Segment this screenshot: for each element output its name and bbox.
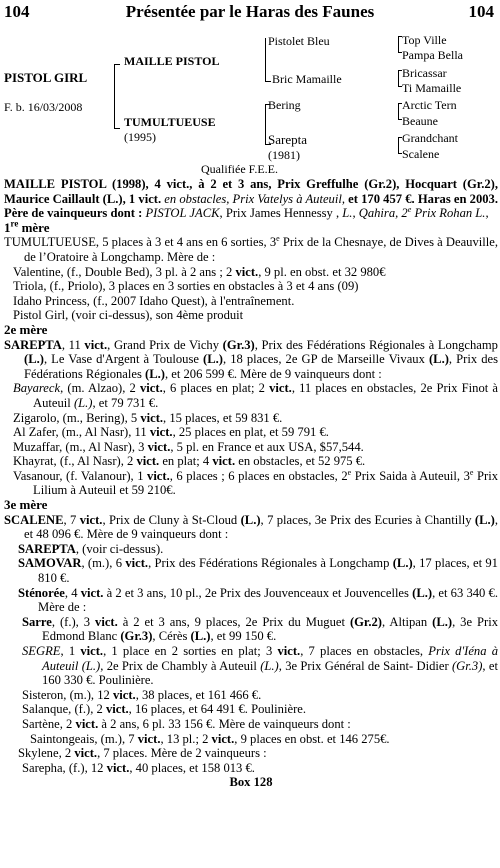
horse-name: PISTOL GIRL [4,70,88,85]
sss: Top Ville [402,33,447,47]
list-item: Al Zafer, (m., Al Nasr), 11 vict., 25 places en plat, et 59 791 €. [13,425,329,440]
bracket-line [398,70,399,87]
list-item: Muzaffar, (m., Al Nasr), 3 vict., 5 pl. en France et aux USA, $57,544. [13,439,364,454]
list-item: Triola, (f., Priolo), 3 places en 3 sorties en obstacles à 3 et 4 ans (09) [13,279,359,294]
list-item: Valentine, (f., Double Bed), 3 pl. à 2 ans ; 2 vict., 9 pl. en obst. et 32 980€ [13,264,386,279]
dsd: Beaune [402,114,438,128]
section-1-heading: 1re mère [4,218,50,235]
list-item: Sartène, 2 vict. à 2 ans, 6 pl. 33 156 €. Mère de vainqueurs dont : [22,716,351,731]
list-item: SAMOVAR, (m.), 6 vict., Prix des Fédérations Régionales à Longchamp (L.), 17 places, et 91 810 €. [18,556,498,586]
page-header [0,2,500,24]
box-number: Box 128 [229,775,273,790]
list-item: Sarre, (f.), 3 vict. à 2 et 3 ans, 9 places, 2e Prix du Muguet (Gr.2), Altipan (L.), 3e Prix Edmond Blanc (Gr.3), Cérès (L.), et 99 150 €. [22,614,499,644]
list-item: Saintongeais, (m.), 7 vict., 13 pl.; 2 vict., 9 places en obst. et 146 275€. [30,731,390,746]
section-2-heading: 2e mère [4,321,48,337]
dss: Arctic Tern [402,98,457,112]
bracket-line [398,137,399,154]
list-item: SEGRE, 1 vict., 1 place en 2 sorties en plat; 3 vict., 7 places en obstacles, Prix d'Iéna à Auteuil (L.), 2e Prix de Chambly à Auteuil (L.), 3e Prix Général de Saint- Didier (Gr.3), et 160 330 €. Poulinière. [22,644,498,688]
page-number-right: 104 [468,2,494,21]
list-item: Sténorée, 4 vict. à 2 et 3 ans, 10 pl., 2e Prix des Jouvenceaux et Jouvencelles (L.), et 63 340 €. Mère de : [18,585,498,615]
dam-dam-year: (1981) [268,148,300,162]
list-item: Sisteron, (m.), 12 vict., 38 places, et 161 466 €. [22,687,262,702]
list-item: Salanque, (f.), 2 vict., 16 places, et 64 491 €. Poulinière. [22,702,306,717]
dam-sire: Bering [268,98,301,112]
list-item: Idaho Princess, (f., 2007 Idaho Quest), à l'entraînement. [13,293,295,308]
sire-sire: Pistolet Bleu [268,34,330,48]
dam-year: (1995) [124,130,156,144]
list-item: Pistol Girl, (voir ci-dessus), son 4ème produit [13,308,244,323]
qualification: Qualifiée F.E.E. [201,162,279,176]
list-item: Sarepha, (f.), 12 vict., 40 places, et 158 013 €. [22,760,255,775]
list-item: SAREPTA, (voir ci-dessus). [18,541,164,556]
list-item: Bayareck, (m. Alzao), 2 vict., 6 places en plat; 2 vict., 11 places en obstacles, 2e Prix Finot à Auteuil (L.), et 79 731 €. [13,381,498,410]
bracket-line [265,104,266,145]
third-dam-para: SCALENE, 7 vict., Prix de Cluny à St-Cloud (L.), 7 places, 3e Prix des Ecuries à Chantilly (L.), et 48 096 €. Mère de 9 vainqueurs dont : [4,512,498,542]
ssd: Pampa Bella [402,48,463,62]
horse-info: F. b. 16/03/2008 [4,100,83,114]
page-title: Présentée par le Haras des Faunes [125,2,375,21]
sire-paragraph: MAILLE PISTOL (1998), 4 vict., à 2 et 3 ans, Prix Greffulhe (Gr.2), Hocquart (Gr.2), Maurice Caillault (L.), 1 vict. en obstacles, Prix Vatelys à Auteuil, et 170 457 €. Haras en 2003. Père de vainqueurs dont : PISTOL JACK, Prix James Hennessy , L., Qahira, 2e Prix Rohan L., [4,177,499,221]
bracket-line [265,81,271,82]
grand-dam-para: SAREPTA, 11 vict., Grand Prix de Vichy (Gr.3), Prix des Fédérations Régionales à Longchamp (L.), Le Vase d'Argent à Toulouse (L.), 18 places, 2e GP de Marseille Vivaux (L.), Prix des Fédérations Régionales (L.), et 206 599 €. Mère de 9 vainqueurs dont : [4,337,498,381]
list-item: Khayrat, (f., Al Nasr), 2 vict. en plat; 4 vict. en obstacles, et 52 975 €. [13,454,366,469]
dam-name: TUMULTUEUSE [124,115,216,129]
catalog-body [4,177,498,790]
page-number-left: 104 [4,2,30,21]
list-item: Vasanour, (f. Valanour), 1 vict., 6 places ; 6 places en obstacles, 2e Prix Saida à Auteuil, 3e Prix Lilium à Auteuil et 59 210€. [13,467,498,498]
sire-name: MAILLE PISTOL [124,54,220,68]
sds: Bricassar [402,66,447,80]
bracket-line [265,38,266,82]
sire-dam: Bric Mamaille [272,72,342,86]
bracket-line [398,36,399,53]
list-item: Zigarolo, (m., Bering), 5 vict., 15 places, et 59 831 €. [13,410,283,425]
dam-intro: TUMULTUEUSE, 5 places à 3 et 4 ans en 6 sorties, 3e Prix de la Chesnaye, de Dives à Deauville, de l’Oratoire à Longchamp. Mère de : [4,234,498,264]
bracket-line [114,64,115,129]
dam-dam: Sarepta [268,132,307,147]
ddd: Scalene [402,147,440,161]
sdd: Ti Mamaille [402,81,462,95]
bracket-line [398,103,399,120]
bracket-line [114,64,120,65]
list-item: Skylene, 2 vict., 7 places. Mère de 2 vainqueurs : [18,746,267,761]
section-3-heading: 3e mère [4,497,48,513]
dds: Grandchant [402,131,458,145]
bracket-line [114,128,120,129]
